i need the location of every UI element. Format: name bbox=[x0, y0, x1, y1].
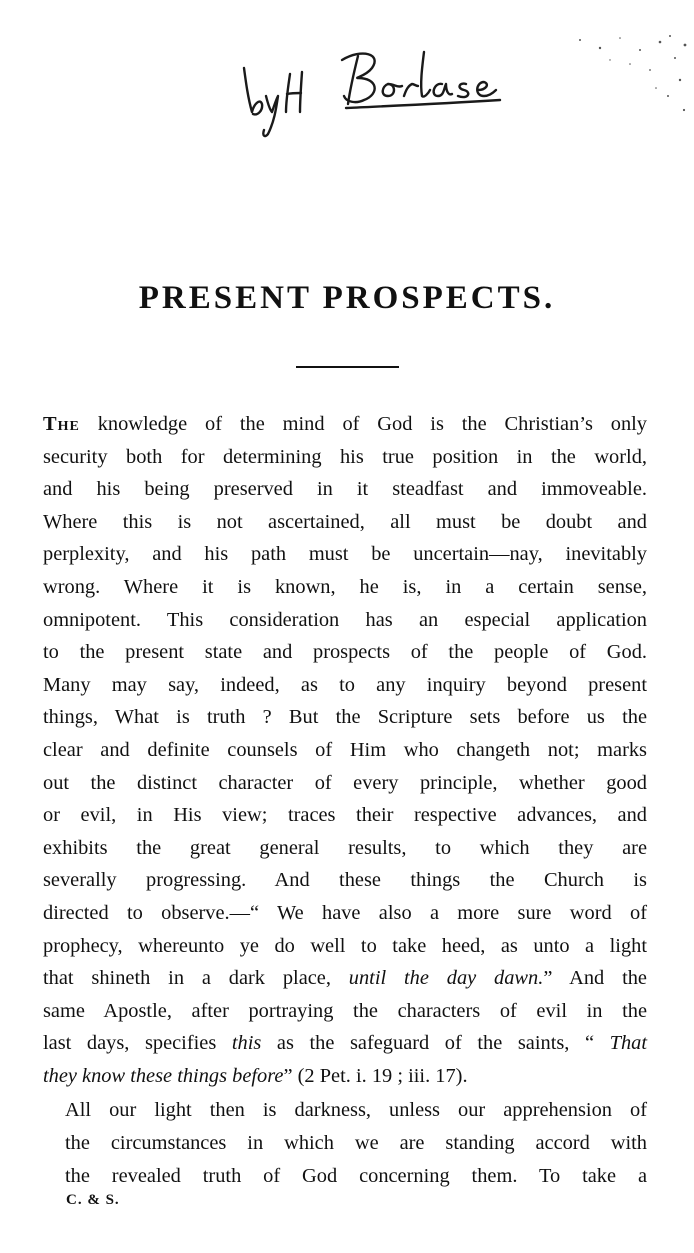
text-line: same Apostle, after portraying the characters of evil in the bbox=[43, 999, 647, 1022]
text-line: severally progressing. And these things the Church is bbox=[43, 869, 647, 892]
paper-speckle-marks bbox=[560, 30, 690, 120]
text-line: Where this is not ascertained, all must be doubt and bbox=[43, 510, 647, 533]
handwritten-annotation bbox=[238, 38, 558, 138]
text-line: Many may say, indeed, as to any inquiry beyond present bbox=[43, 673, 647, 696]
text-line: the revealed truth of God concerning them. To take a bbox=[65, 1164, 647, 1187]
text-line bbox=[43, 1060, 647, 1093]
text-run: ” (2 Pet. i. 19 ; iii. 17). bbox=[283, 1064, 468, 1087]
text-line: clear and definite counsels of Him who changeth not; marks bbox=[43, 738, 647, 761]
text-line: prophecy, whereunto ye do well to take heed, as unto a light bbox=[43, 934, 647, 957]
drop-small-caps: The bbox=[43, 413, 80, 435]
text-line bbox=[43, 1027, 647, 1060]
text-run: that shineth in a dark place, bbox=[43, 967, 349, 990]
text-run: knowledge of the mind of God is the Christian’s only bbox=[79, 413, 647, 435]
text-line bbox=[43, 408, 647, 441]
emphasis-text: this bbox=[231, 1032, 262, 1055]
text-line: perplexity, and his path must be uncertain—nay, inevitably bbox=[43, 543, 647, 566]
text-line bbox=[43, 962, 647, 995]
page-title: PRESENT PROSPECTS. bbox=[138, 280, 556, 316]
text-line: exhibits the great general results, to which they are bbox=[43, 836, 647, 859]
printer-signature-mark: C. & S. bbox=[66, 1192, 120, 1208]
handwritten-signature-image bbox=[238, 38, 558, 138]
text-run: last days, specifies bbox=[43, 1032, 232, 1055]
title-divider bbox=[296, 366, 399, 368]
text-line: and his being preserved in it steadfast and immoveable. bbox=[43, 478, 647, 501]
text-line: wrong. Where it is known, he is, in a certain sense, bbox=[43, 575, 647, 598]
text-line: All our light then is darkness, unless our apprehension of bbox=[65, 1099, 647, 1122]
text-line: directed to observe.—“ We have also a more sure word of bbox=[43, 901, 647, 924]
emphasis-text: That bbox=[609, 1032, 648, 1055]
text-line: things, What is truth ? But the Scripture sets before us the bbox=[43, 706, 647, 729]
paragraph-2 bbox=[43, 1094, 647, 1192]
text-run: as the safeguard of the saints, “ bbox=[261, 1032, 610, 1055]
text-run: ” And the bbox=[543, 967, 647, 990]
body-text bbox=[43, 408, 647, 1192]
text-line: or evil, in His view; traces their respective advances, and bbox=[43, 804, 647, 827]
text-line: to the present state and prospects of the people of God. bbox=[43, 641, 647, 664]
text-line: the circumstances in which we are standing accord with bbox=[65, 1132, 647, 1155]
text-line: out the distinct character of every principle, whether good bbox=[43, 771, 647, 794]
emphasis-text: until the day dawn. bbox=[348, 967, 544, 990]
paragraph-1 bbox=[43, 408, 647, 1092]
emphasis-text: they know these things before bbox=[43, 1064, 284, 1087]
text-line: security both for determining his true position in the world, bbox=[43, 445, 647, 468]
text-line: omnipotent. This consideration has an especial application bbox=[43, 608, 647, 631]
